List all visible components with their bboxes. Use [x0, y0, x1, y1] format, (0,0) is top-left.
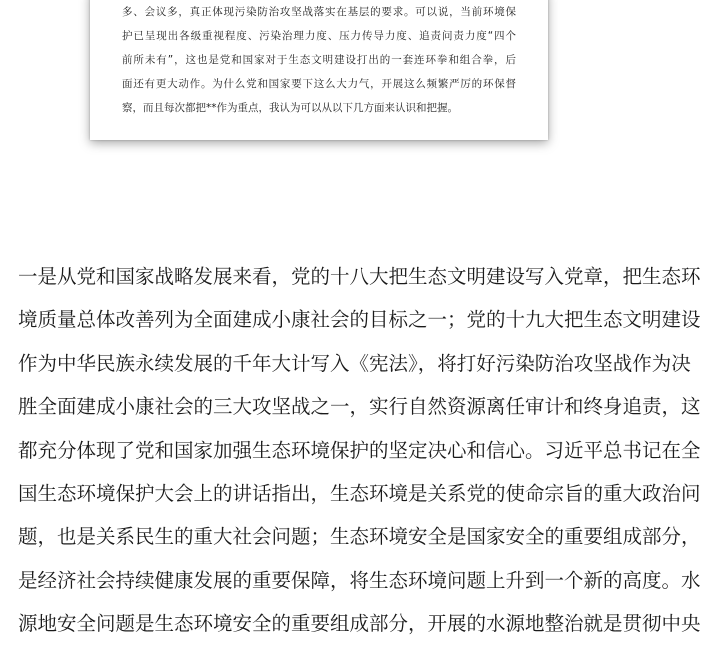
card-text-line: 察，而且每次都把**作为重点，我认为可以从以下几方面来认识和把握。	[122, 102, 458, 114]
card-text-line: 护已呈现出各级重视程度、污染治理力度、压力传导力度、追责问责力度“四个	[122, 30, 516, 42]
body-text-line: 源地安全问题是生态环境安全的重要组成部分，开展的水源地整治就是贯彻中央	[18, 612, 701, 636]
body-text-line: 是经济社会持续健康发展的重要保障，将生态环境问题上升到一个新的高度。水	[18, 568, 701, 592]
body-text-line: 境质量总体改善列为全面建成小康社会的目标之一；党的十九大把生态文明建设	[18, 308, 701, 332]
body-paragraph	[18, 255, 701, 646]
body-text-line: 一是从党和国家战略发展来看，党的十八大把生态文明建设写入党章，把生态环	[18, 265, 701, 288]
document-page-preview	[90, 0, 548, 140]
card-text-line: 前所未有”，这也是党和国家对于生态文明建设打出的一套连环拳和组合拳，后	[122, 54, 516, 66]
body-text-line: 都充分体现了党和国家加强生态环境保护的坚定决心和信心。习近平总书记在全	[18, 438, 701, 462]
card-text-line: 面还有更大动作。为什么党和国家要下这么大力气，开展这么频繁严厉的环保督	[122, 78, 516, 90]
body-text-line: 题，也是关系民生的重大社会问题；生态环境安全是国家安全的重要组成部分，	[18, 525, 701, 549]
body-text-line: 胜全面建成小康社会的三大攻坚战之一，实行自然资源离任审计和终身追责，这	[18, 395, 701, 419]
card-text-line: 多、会议多，真正体现污染防治攻坚战落实在基层的要求。可以说，当前环境保	[122, 6, 516, 18]
body-text-line: 作为中华民族永续发展的千年大计写入《宪法》，将打好污染防治攻坚战作为决	[18, 351, 691, 375]
body-text-line: 国生态环境保护大会上的讲话指出，生态环境是关系党的使命宗旨的重大政治问	[18, 481, 701, 505]
